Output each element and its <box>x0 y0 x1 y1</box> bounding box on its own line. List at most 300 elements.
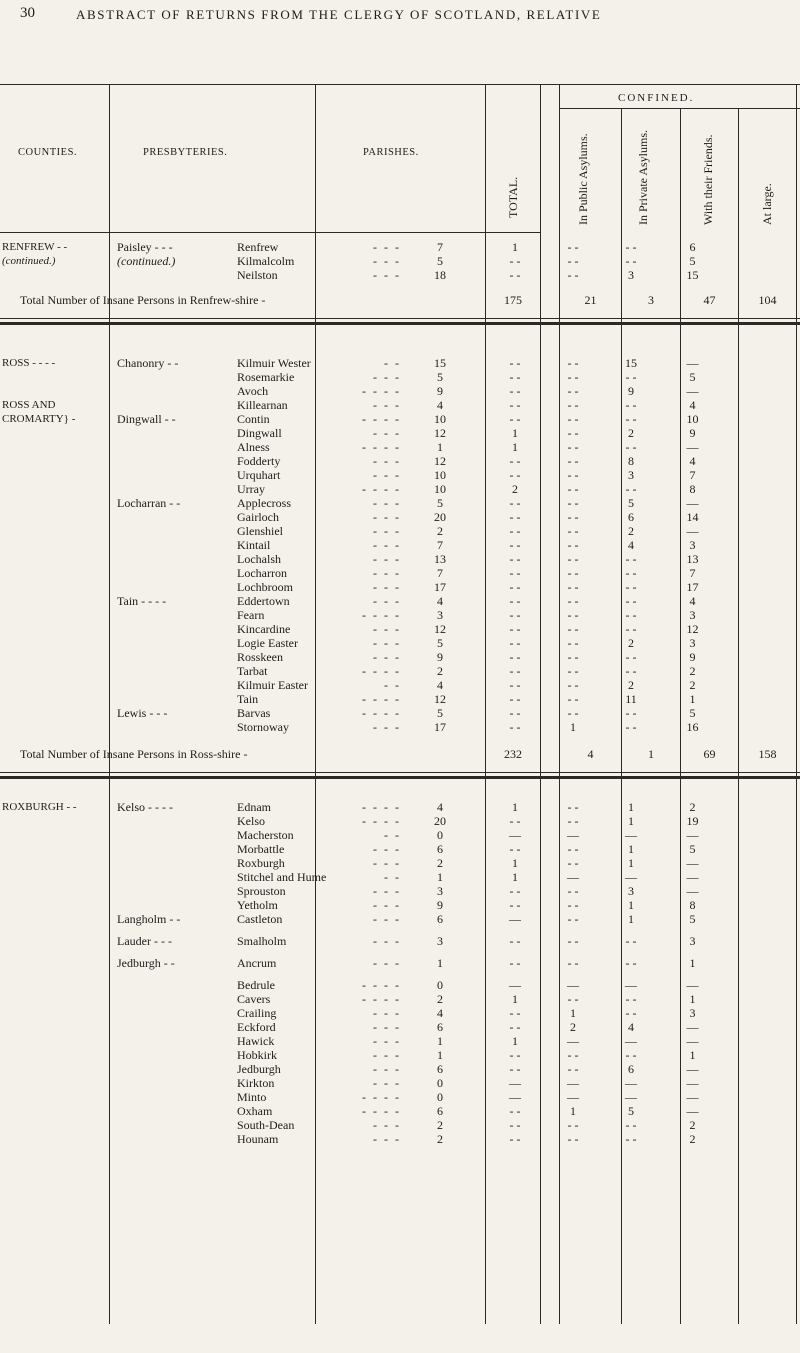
private-cell: - - <box>567 898 579 912</box>
table-row <box>0 496 725 510</box>
total-cell: 17 <box>434 720 446 734</box>
county-cell <box>0 814 110 828</box>
table-row <box>0 814 725 828</box>
county-cell <box>0 426 110 440</box>
leader-dashes: - - - <box>373 524 401 538</box>
parish-cell: Macherston <box>237 828 294 842</box>
county-cell <box>0 566 110 580</box>
table-row <box>0 884 725 898</box>
parish-cell: Roxburgh <box>237 856 285 870</box>
at-large-cell: 14 <box>686 510 699 524</box>
table-row <box>0 240 725 254</box>
presbytery-cell: Locharran - - <box>117 496 181 510</box>
total-cell: 12 <box>434 454 446 468</box>
total-cell: 1 <box>437 870 443 884</box>
friends-cell: - - <box>625 482 637 496</box>
county-cell: ROSS - - - - <box>2 357 56 369</box>
table-row <box>0 440 725 454</box>
leader-dashes: - - - - <box>362 384 401 398</box>
presbytery-cell: Kelso - - - - <box>117 800 173 814</box>
parish-cell: Minto <box>237 1090 267 1104</box>
header-total: TOTAL. <box>506 176 520 218</box>
leader-dashes: - - - <box>373 1132 401 1146</box>
leader-dashes: - - <box>384 356 401 370</box>
public-cell: 1 <box>512 800 518 814</box>
total-cell: 0 <box>437 1090 443 1104</box>
presbytery-cell: Langholm - - <box>117 912 181 926</box>
parish-cell: Kilmalcolm <box>237 254 295 268</box>
parish-cell: Renfrew <box>237 240 279 254</box>
public-cell: - - <box>509 706 521 720</box>
total-cell: 2 <box>437 856 443 870</box>
at-large-cell: — <box>686 870 699 884</box>
friends-cell: 8 <box>628 454 634 468</box>
private-cell: — <box>567 1034 579 1048</box>
friends-cell: 11 <box>625 692 637 706</box>
table-row <box>0 1132 725 1146</box>
leader-dashes: - - - - <box>362 412 401 426</box>
table-row <box>0 828 725 842</box>
county-cell <box>0 1090 110 1104</box>
county-cell <box>0 636 110 650</box>
public-cell: - - <box>509 720 521 734</box>
private-cell: - - <box>567 496 579 510</box>
presbytery-cell <box>110 898 230 912</box>
parish-cell: Ednam <box>237 800 271 814</box>
public-cell: - - <box>509 1104 521 1118</box>
presbytery-cell <box>110 482 230 496</box>
total-cell: 2 <box>437 992 443 1006</box>
county-cell <box>0 898 110 912</box>
parish-cell: Oxham <box>237 1104 273 1118</box>
leader-dashes: - - - <box>373 538 401 552</box>
table-row <box>0 454 725 468</box>
public-cell: - - <box>509 622 521 636</box>
leader-dashes: - - - <box>373 720 401 734</box>
total-cell: 2 <box>437 524 443 538</box>
presbytery-cell <box>110 884 230 898</box>
county-cell <box>0 1104 110 1118</box>
total-cell: 12 <box>434 622 446 636</box>
total-cell: 17 <box>434 580 446 594</box>
total-cell: 7 <box>437 538 443 552</box>
county-cell <box>0 482 110 496</box>
table-row <box>0 856 725 870</box>
county-cell <box>0 956 110 978</box>
table-row <box>0 1090 725 1104</box>
presbytery-cell: (continued.) <box>117 254 176 268</box>
private-cell: - - <box>567 566 579 580</box>
county-cell <box>0 440 110 454</box>
friends-cell: 6 <box>628 1062 634 1076</box>
public-cell: - - <box>509 510 521 524</box>
at-large-cell: — <box>686 1020 699 1034</box>
county-cell <box>0 912 110 934</box>
private-cell: - - <box>567 426 579 440</box>
county-cell <box>0 934 110 956</box>
private-cell: - - <box>567 412 579 426</box>
leader-dashes: - - - <box>373 898 401 912</box>
private-cell: - - <box>567 254 579 268</box>
county-cell <box>0 370 110 384</box>
friends-cell: - - <box>625 622 637 636</box>
total-cell: 5 <box>437 254 443 268</box>
county-cell <box>0 664 110 678</box>
parish-cell: Alness <box>237 440 270 454</box>
private-cell: 1 <box>570 1006 576 1020</box>
parish-cell: Urray <box>237 482 265 496</box>
parish-cell: Kilmuir Easter <box>237 678 308 692</box>
public-cell: - - <box>509 268 521 282</box>
at-large-cell: 3 <box>689 1006 696 1020</box>
public-cell: — <box>509 912 521 926</box>
presbytery-cell <box>110 538 230 552</box>
presbytery-cell: Chanonry - - <box>117 356 179 370</box>
public-cell: 1 <box>512 856 518 870</box>
leader-dashes: - - - <box>373 254 401 268</box>
parish-cell: Rosemarkie <box>237 370 295 384</box>
at-large-cell: 13 <box>686 552 699 566</box>
friends-cell: — <box>625 828 637 842</box>
friends-cell: 3 <box>628 884 634 898</box>
total-cell: 175 <box>504 292 522 307</box>
friends-cell: — <box>625 1076 637 1090</box>
presbytery-cell <box>110 370 230 384</box>
presbytery-cell: Dingwall - - <box>117 412 176 426</box>
total-cell: 4 <box>437 1006 443 1020</box>
presbytery-cell <box>110 1034 230 1048</box>
at-large-cell: 6 <box>689 240 696 254</box>
private-cell: 1 <box>570 720 576 734</box>
table-row <box>0 356 725 370</box>
total-cell: 0 <box>437 828 443 842</box>
county-cell <box>0 1034 110 1048</box>
private-cell: - - <box>567 992 579 1006</box>
leader-dashes: - - <box>384 870 401 884</box>
leader-dashes: - - - <box>373 856 401 870</box>
parish-cell: Fodderty <box>237 454 281 468</box>
total-cell: 1 <box>437 1034 443 1048</box>
county-cell <box>0 842 110 856</box>
at-large-cell: — <box>686 1062 699 1076</box>
at-large-cell: 2 <box>689 664 696 678</box>
county-cell <box>0 1118 110 1132</box>
public-cell: — <box>509 1090 521 1104</box>
friends-cell: 69 <box>703 746 716 761</box>
parish-cell: Logie Easter <box>237 636 298 650</box>
total-cell: 6 <box>437 842 443 856</box>
leader-dashes: - - - <box>373 268 401 282</box>
private-cell: - - <box>567 956 579 970</box>
county-cell <box>0 1020 110 1034</box>
at-large-cell: 4 <box>689 594 696 608</box>
county-cell: RENFREW - - <box>2 241 68 253</box>
county-cell <box>0 720 110 734</box>
friends-cell: - - <box>625 706 637 720</box>
county-cell <box>0 510 110 524</box>
friends-cell: - - <box>625 440 637 454</box>
leader-dashes: - - - <box>373 1020 401 1034</box>
total-cell: 9 <box>437 650 443 664</box>
county-cell <box>0 678 110 692</box>
leader-dashes: - - - - <box>362 1090 401 1104</box>
at-large-cell: 12 <box>686 622 699 636</box>
section-rule-thick <box>0 776 800 779</box>
county-cell <box>0 268 110 282</box>
renfrew-table <box>0 240 725 282</box>
presbytery-cell: Lewis - - - <box>117 706 168 720</box>
friends-cell: 2 <box>628 636 634 650</box>
private-cell: 2 <box>570 1020 576 1034</box>
public-cell: 21 <box>584 292 597 307</box>
presbytery-cell: Tain - - - - <box>117 594 167 608</box>
at-large-cell: 17 <box>686 580 699 594</box>
county-cell: ROXBURGH - - <box>2 801 77 813</box>
parish-cell: Ancrum <box>237 956 277 970</box>
friends-cell: - - <box>625 552 637 566</box>
leader-dashes: - - - <box>373 622 401 636</box>
table-row <box>0 1020 725 1034</box>
leader-dashes: - - <box>384 828 401 842</box>
leader-dashes: - - - <box>373 594 401 608</box>
at-large-cell: 4 <box>689 454 696 468</box>
total-cell: 2 <box>437 1132 443 1146</box>
leader-dashes: - - - <box>373 240 401 254</box>
parish-cell: Cavers <box>237 992 271 1006</box>
table-row <box>0 636 725 650</box>
county-cell <box>0 468 110 482</box>
table-row <box>0 566 725 580</box>
leader-dashes: - - - <box>373 468 401 482</box>
private-cell: - - <box>567 706 579 720</box>
section-rule <box>0 318 800 319</box>
at-large-cell: — <box>686 356 699 370</box>
table-row <box>0 870 725 884</box>
presbytery-cell <box>110 552 230 566</box>
page-number: 30 <box>20 5 35 21</box>
public-cell: - - <box>509 956 521 970</box>
public-cell: - - <box>509 538 521 552</box>
friends-cell: 3 <box>628 268 634 282</box>
total-cell: 18 <box>434 268 446 282</box>
table-row <box>0 622 725 636</box>
leader-dashes: - - - <box>373 454 401 468</box>
total-cell: 1 <box>437 1048 443 1062</box>
leader-dashes: - - - - <box>362 482 401 496</box>
private-cell: - - <box>567 510 579 524</box>
renfrew-total-row <box>0 292 800 308</box>
total-label: Total Number of Insane Persons in Renfrew-shire - <box>20 292 266 307</box>
table-row <box>0 268 725 282</box>
public-cell: - - <box>509 468 521 482</box>
friends-cell: 47 <box>703 292 716 307</box>
presbytery-cell <box>110 1104 230 1118</box>
total-cell: 9 <box>437 384 443 398</box>
private-cell: - - <box>567 1048 579 1062</box>
parish-cell: Kirkton <box>237 1076 275 1090</box>
county-cell <box>0 1062 110 1076</box>
private-cell: — <box>567 828 579 842</box>
at-large-cell: 8 <box>689 482 696 496</box>
at-large-cell: — <box>686 1090 699 1104</box>
parish-cell: Smalholm <box>237 934 287 948</box>
total-cell: 5 <box>437 706 443 720</box>
public-cell: - - <box>509 664 521 678</box>
public-cell: - - <box>509 898 521 912</box>
private-cell: 1 <box>648 746 654 761</box>
parish-cell: Fearn <box>237 608 265 622</box>
header-parishes: PARISHES. <box>363 147 419 158</box>
header-confined: CONFINED. <box>618 92 695 104</box>
table-row <box>0 398 725 412</box>
public-cell: — <box>509 1076 521 1090</box>
leader-dashes: - - - <box>373 842 401 856</box>
rule-right <box>796 84 797 1324</box>
public-cell: - - <box>509 566 521 580</box>
parish-cell: Locharron <box>237 566 287 580</box>
public-cell: - - <box>509 1006 521 1020</box>
friends-cell: - - <box>625 1048 637 1062</box>
at-large-cell: 3 <box>689 608 696 622</box>
total-cell: 5 <box>437 370 443 384</box>
parish-cell: Hobkirk <box>237 1048 277 1062</box>
county-cell <box>0 978 110 992</box>
table-row <box>0 1048 725 1062</box>
private-cell: - - <box>567 552 579 566</box>
presbytery-cell <box>110 678 230 692</box>
presbytery-cell <box>110 622 230 636</box>
parish-cell: Yetholm <box>237 898 278 912</box>
public-cell: 2 <box>512 482 518 496</box>
friends-cell: 5 <box>628 1104 634 1118</box>
at-large-cell: 2 <box>689 800 696 814</box>
presbytery-cell <box>110 268 230 282</box>
public-cell: - - <box>509 384 521 398</box>
presbytery-cell <box>110 468 230 482</box>
parish-cell: Neilston <box>237 268 278 282</box>
leader-dashes: - - - <box>373 1062 401 1076</box>
county-cell <box>0 622 110 636</box>
private-cell: - - <box>567 692 579 706</box>
leader-dashes: - - - <box>373 934 401 948</box>
private-cell: - - <box>567 1132 579 1146</box>
total-cell: 7 <box>437 566 443 580</box>
friends-cell: — <box>625 978 637 992</box>
county-cell <box>0 594 110 608</box>
public-cell: - - <box>509 580 521 594</box>
presbytery-cell <box>110 384 230 398</box>
private-cell: — <box>567 1090 579 1104</box>
county-cell <box>0 538 110 552</box>
at-large-cell: — <box>686 978 699 992</box>
presbytery-cell: Lauder - - - <box>117 934 172 948</box>
public-cell: - - <box>509 398 521 412</box>
leader-dashes: - - - - <box>362 608 401 622</box>
at-large-cell: 8 <box>689 898 696 912</box>
at-large-cell: 1 <box>689 956 696 970</box>
county-cell <box>0 524 110 538</box>
public-cell: - - <box>509 814 521 828</box>
at-large-cell: 9 <box>689 650 696 664</box>
public-cell: — <box>509 828 521 842</box>
friends-cell: 4 <box>628 538 634 552</box>
total-cell: 3 <box>437 608 443 622</box>
total-label: Total Number of Insane Persons in Ross-shire - <box>20 746 248 761</box>
total-cell: 4 <box>437 800 443 814</box>
running-header <box>0 0 800 30</box>
parish-cell: Barvas <box>237 706 271 720</box>
table-row <box>0 524 725 538</box>
rule-friends <box>738 108 739 1324</box>
header-counties: COUNTIES. <box>18 147 78 158</box>
presbytery-cell <box>110 398 230 412</box>
table-row <box>0 1006 725 1020</box>
presbytery-cell <box>110 1132 230 1146</box>
parish-cell: Hounam <box>237 1132 279 1146</box>
total-cell: 5 <box>437 636 443 650</box>
public-cell: - - <box>509 356 521 370</box>
private-cell: - - <box>567 1062 579 1076</box>
parish-cell: Contin <box>237 412 270 426</box>
friends-cell: - - <box>625 240 637 254</box>
at-large-cell: 16 <box>686 720 699 734</box>
total-cell: 4 <box>437 398 443 412</box>
parish-cell: Lochalsh <box>237 552 281 566</box>
at-large-cell: — <box>686 440 699 454</box>
at-large-cell: — <box>686 496 699 510</box>
total-cell: 0 <box>437 1076 443 1090</box>
friends-cell: - - <box>625 608 637 622</box>
public-cell: - - <box>509 1132 521 1146</box>
private-cell: - - <box>567 934 579 948</box>
parish-cell: Hawick <box>237 1034 275 1048</box>
county-cell <box>0 1132 110 1146</box>
leader-dashes: - - - <box>373 884 401 898</box>
parish-cell: Killearnan <box>237 398 288 412</box>
total-cell: 1 <box>437 956 443 970</box>
leader-dashes: - - - - <box>362 664 401 678</box>
parish-cell: Urquhart <box>237 468 281 482</box>
presbytery-cell <box>110 978 230 992</box>
private-cell: - - <box>567 580 579 594</box>
at-large-cell: 10 <box>686 412 699 426</box>
private-cell: - - <box>567 468 579 482</box>
county-cell <box>0 1076 110 1090</box>
public-cell: - - <box>509 884 521 898</box>
friends-cell: - - <box>625 650 637 664</box>
parish-cell: Bedrule <box>237 978 275 992</box>
table-row <box>0 1076 725 1090</box>
total-cell: 13 <box>434 552 446 566</box>
parish-cell: Dingwall <box>237 426 282 440</box>
friends-cell: - - <box>625 254 637 268</box>
private-cell: - - <box>567 594 579 608</box>
presbytery-cell: Jedburgh - - <box>117 956 175 970</box>
table-row <box>0 978 725 992</box>
header-public: In Public Asylums. <box>576 133 590 225</box>
presbytery-cell <box>110 524 230 538</box>
at-large-cell: 5 <box>689 370 696 384</box>
private-cell: - - <box>567 1118 579 1132</box>
at-large-cell: 15 <box>686 268 699 282</box>
public-cell: - - <box>509 594 521 608</box>
at-large-cell: — <box>686 524 699 538</box>
public-cell: - - <box>509 552 521 566</box>
table-row <box>0 594 725 608</box>
presbytery-cell <box>110 510 230 524</box>
leader-dashes: - - - <box>373 912 401 926</box>
total-cell: 3 <box>437 934 443 948</box>
